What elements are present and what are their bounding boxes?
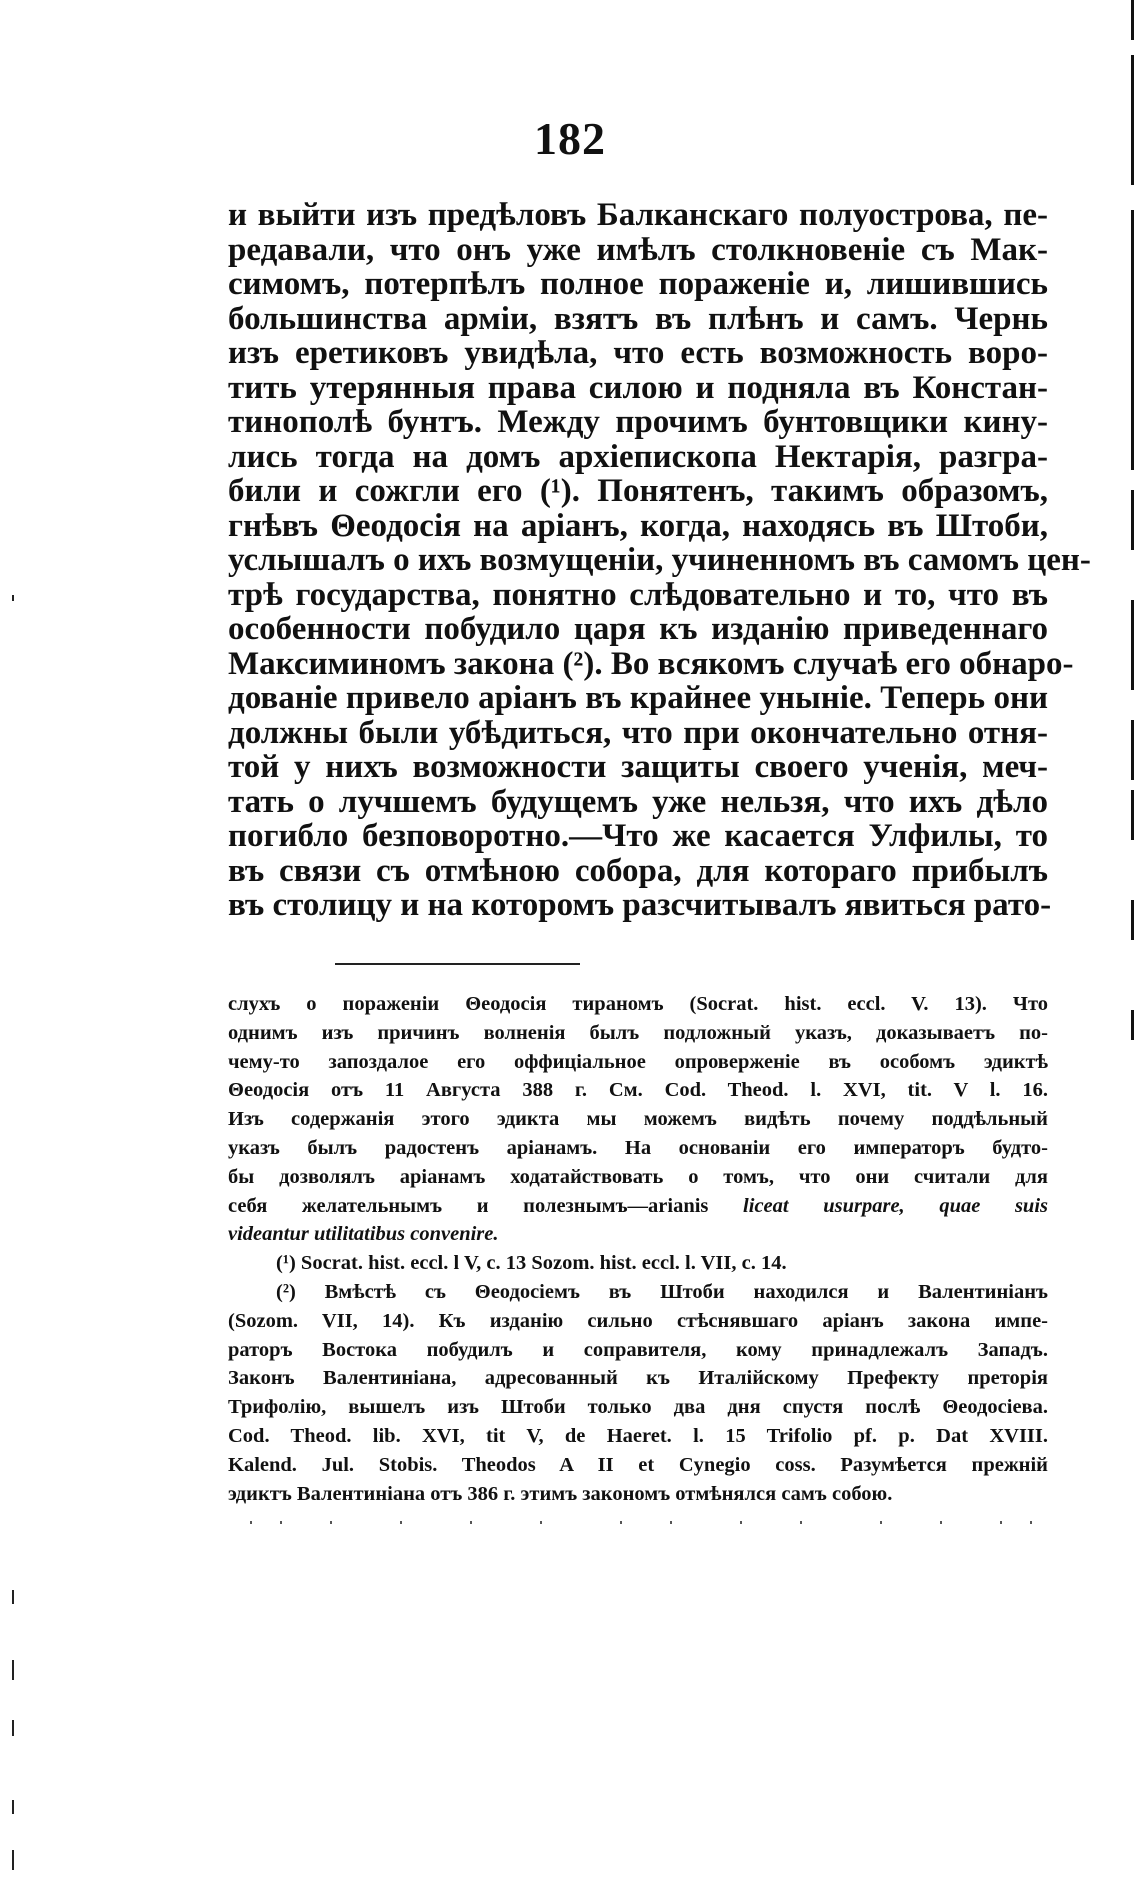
body-line: въ столицу и на которомъ разсчитывалъ явиться рато- <box>228 887 1052 923</box>
main-body-text <box>228 197 1091 923</box>
body-line: симомъ, потерпѣлъ полное пораженіе и, лишившись <box>228 266 1048 302</box>
footnote-line: Трифолію, вышелъ изъ Штоби только два дня спустя послѣ Θеодосіева. <box>228 1396 1048 1419</box>
footnote-line: эдиктъ Валентиніана отъ 386 г. этимъ закономъ отмѣнялся самъ собою. <box>228 1482 893 1505</box>
footnote-line-mixed <box>228 1192 1048 1221</box>
footnote-line: Θеодосія отъ 11 Августа 388 г. См. Cod. Theod. l. XVI, tit. V l. 16. <box>228 1079 1048 1102</box>
footnote-line: Kalend. Jul. Stobis. Theodos A II et Cynegio coss. Разумѣется прежній <box>228 1453 1048 1476</box>
footnote-2-first-line: (²) Вмѣстѣ съ Θеодосіемъ въ Штоби находился и Валентиніанъ <box>276 1280 1048 1303</box>
body-line: били и сожгли его (¹). Понятенъ, такимъ образомъ, <box>228 473 1048 509</box>
body-line: изъ еретиковъ увидѣла, что есть возможность воро- <box>228 335 1048 371</box>
body-line: тить утерянныя права силою и подняла въ Констан- <box>228 369 1048 406</box>
scan-noise-dots <box>240 1518 1040 1528</box>
footnote-line: Cod. Theod. lib. XVI, tit V, de Haeret. l. 15 Trifolio pf. p. Dat XVIII. <box>228 1424 1048 1447</box>
body-line: дованіе привело аріанъ въ крайнее уныніе. Теперь они <box>228 680 1048 716</box>
footnote-italic-line: videantur utilitatibus convenire. <box>228 1223 499 1246</box>
footnote-line: указъ былъ радостенъ аріанамъ. На основаніи его императоръ будто- <box>228 1136 1048 1159</box>
body-line: гнѣвъ Θеодосія на аріанъ, когда, находясь въ Штоби, <box>228 507 1048 544</box>
body-line: редавали, что онъ уже имѣлъ столкновеніе съ Мак- <box>228 231 1048 268</box>
body-line: тинополѣ бунтъ. Между прочимъ бунтовщики кину- <box>228 404 1048 440</box>
body-line: трѣ государства, понятно слѣдовательно и то, что въ <box>228 576 1048 613</box>
footnote-line: раторъ Востока побудилъ и соправителя, кому принадлежалъ Западъ. <box>228 1338 1048 1361</box>
footnote-1: (¹) Socrat. hist. eccl. l V, c. 13 Sozom. hist. eccl. l. VII, c. 14. <box>276 1252 787 1275</box>
footnotes-block <box>228 990 1048 1508</box>
body-line: услышалъ о ихъ возмущеніи, учиненномъ въ самомъ цен- <box>228 542 1091 578</box>
body-line: тать о лучшемъ будущемъ уже нельзя, что ихъ дѣло <box>228 783 1048 820</box>
footnote-line: чему-то запоздалое его оффиціальное опроверженіе въ особомъ эдиктѣ <box>228 1050 1048 1073</box>
body-line: Максиминомъ закона (²). Во всякомъ случаѣ его обнаро- <box>228 645 1074 682</box>
body-line: погибло безповоротно.—Что же касается Улфилы, то <box>228 818 1048 854</box>
body-line: въ связи съ отмѣною собора, для котораго прибылъ <box>228 852 1048 889</box>
footnote-line: бы дозволялъ аріанамъ ходатайствовать о томъ, что они считали для <box>228 1165 1048 1188</box>
right-margin-scan-marks <box>1131 0 1134 1889</box>
footnote-line: (Sozom. VII, 14). Къ изданію сильно стѣснявшаго аріанъ закона импе- <box>228 1309 1048 1332</box>
body-line: той у нихъ возможности защиты своего ученія, меч- <box>228 749 1048 785</box>
footnote-italic-segment: liceat usurpare, quae suis <box>743 1194 1049 1217</box>
page-number: 182 <box>534 113 606 164</box>
body-line: большинства арміи, взятъ въ плѣнъ и самъ. Чернь <box>228 300 1048 337</box>
body-line: должны были убѣдиться, что при окончательно отня- <box>228 714 1048 751</box>
footnote-line: Изъ содержанія этого эдикта мы можемъ видѣть почему поддѣльный <box>228 1108 1048 1131</box>
body-line: особенности побудило царя къ изданію приведеннаго <box>228 611 1048 647</box>
footnote-separator-rule <box>335 963 580 965</box>
footnote-line: однимъ изъ причинъ волненія былъ подложный указъ, доказываетъ по- <box>228 1021 1048 1044</box>
body-line: лись тогда на домъ архіепископа Нектарія, разгра- <box>228 438 1048 475</box>
footnote-plain-segment: себя желательнымъ и полезнымъ—arianis <box>228 1194 709 1217</box>
footnote-line: Законъ Валентиніана, адресованный къ Италійскому Префекту преторія <box>228 1367 1048 1390</box>
body-line: и выйти изъ предѣловъ Балканскаго полуострова, пе- <box>228 197 1048 233</box>
footnote-line: слухъ о пораженіи Θеодосія тираномъ (Socrat. hist. eccl. V. 13). Что <box>228 993 1048 1015</box>
